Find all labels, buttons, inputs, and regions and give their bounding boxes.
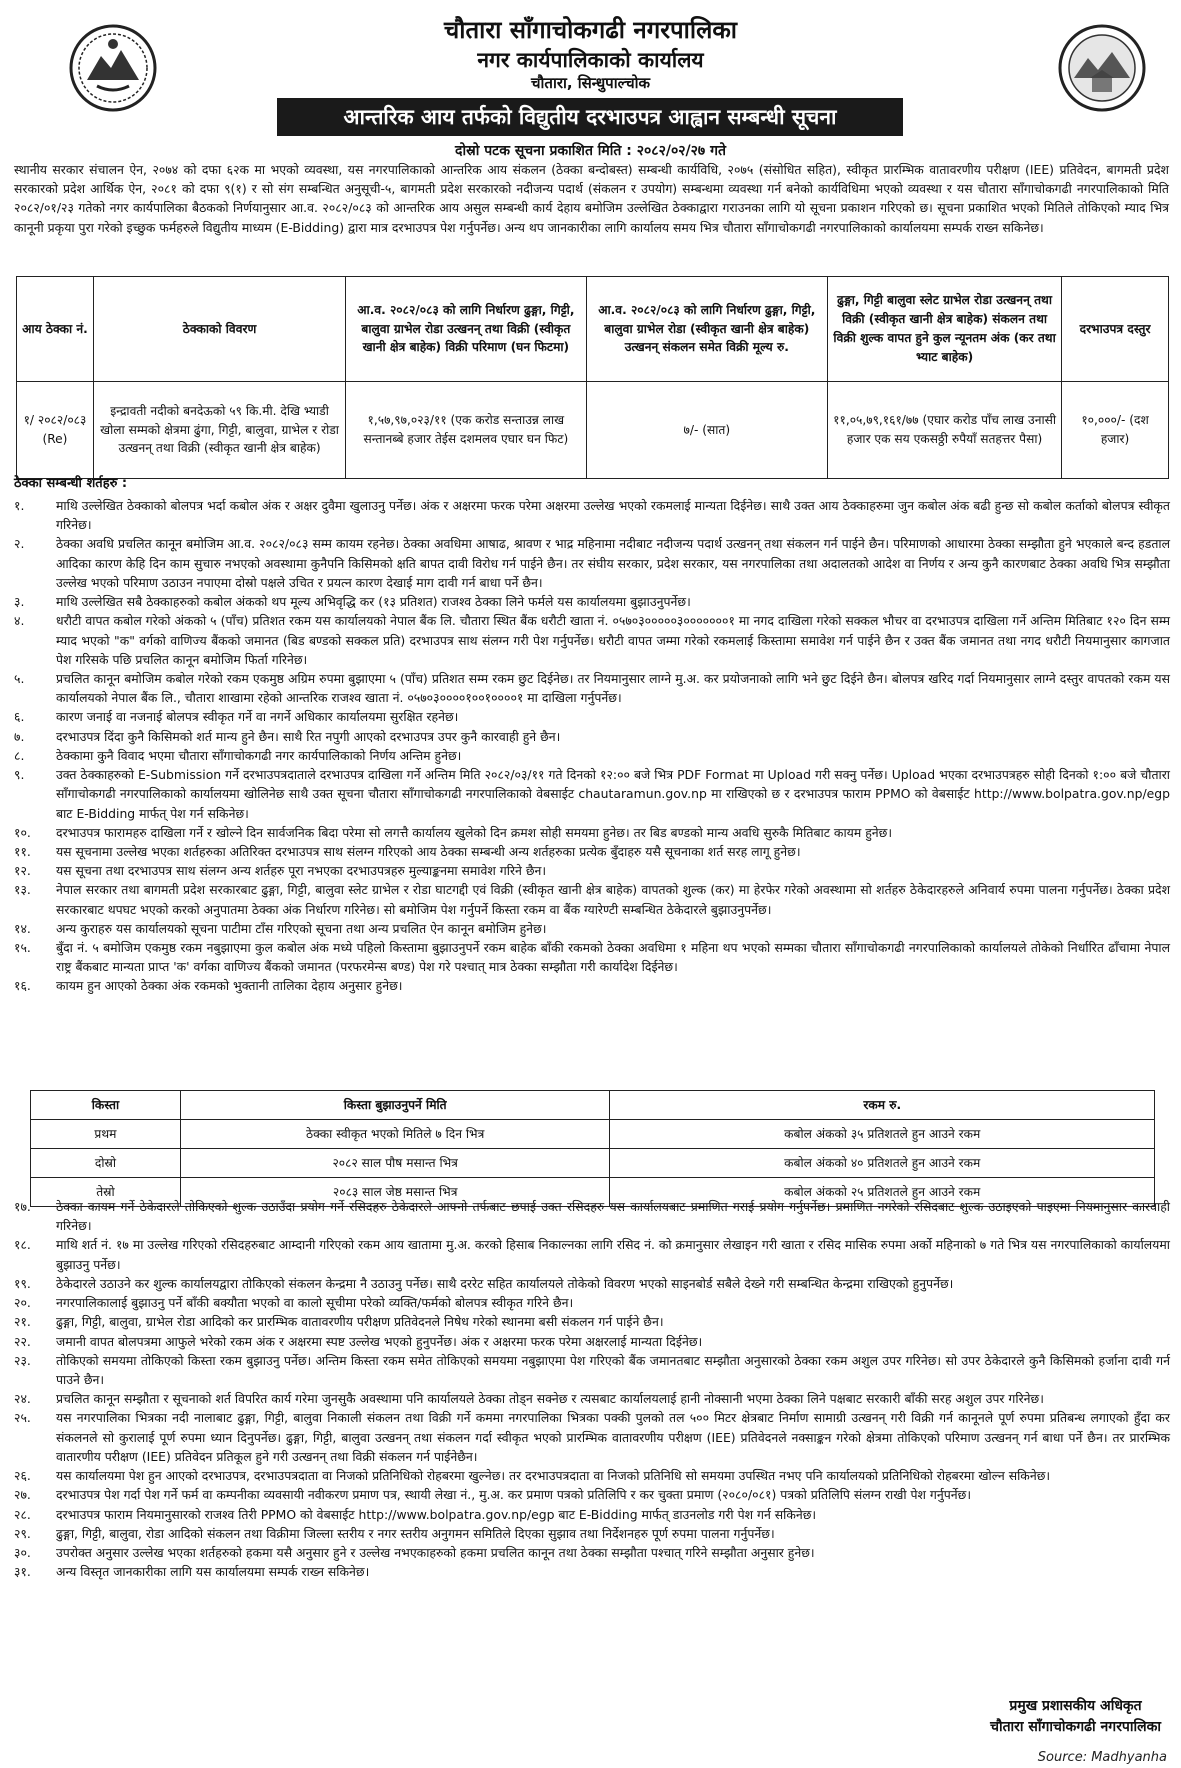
inst-header-due-date: किस्ता बुझाउनुपर्ने मिति — [180, 1091, 610, 1120]
term-text: प्रचलित कानून सम्झौता र सूचनाको शर्त विपरित कार्य गरेमा जुनसुकै अवस्थामा पनि कार्यालयले ठेक्का तोड्न सक्नेछ र त्यसबाट कार्यालयलाई हानी नोक्सानी भएमा ठेक्का लिने पक्षबाट सरकारी बाँकी सरह अशुल उपर गरिनेछ। — [56, 1391, 1044, 1407]
inst-cell: कबोल अंकको ४० प्रतिशतले हुन आउने रकम — [610, 1149, 1155, 1178]
notice-header — [0, 0, 1181, 159]
term-number: १७. — [14, 1199, 31, 1214]
term-text: ठेक्कामा कुनै विवाद भएमा चौतारा साँगाचोकगढी नगर कार्यपालिकाको निर्णय अन्तिम हुनेछ। — [56, 747, 462, 763]
term-text: दरभाउपत्र पेश गर्दा पेश गर्ने फर्म वा कम्पनीका व्यवसायी नवीकरण प्रमाण पत्र, स्थायी लेखा नं., मु.अ. कर प्रमाण पत्रको प्रतिलिपि र कर चुक्ता प्रमाण (२०८०/०८१) पत्रको प्रतिलिपि संलग्न राखी पेश गर्नुपर्नेछ। — [56, 1487, 972, 1503]
terms-heading: ठेक्का सम्बन्धी शर्तहरु : — [14, 476, 128, 491]
term-text: उक्त ठेक्काहरुको E-Submission गर्ने दरभाउपत्रदाताले दरभाउपत्र दाखिला गर्ने अन्तिम मिति २०८२/०३/११ गते दिनको १२:०० बजे भित्र PDF Format मा Upload गरी सक्नु पर्नेछ। Upload भएका दरभाउपत्रहरु सोही दिनको १:०० बजे चौतारा साँगाचोकगढी नगरपालिकाको कार्यालयमा खोलिनेछ साथै उक्त सूचना चौतारा साँगाचोकगढी नगरपालिकाको वेबसाईट chautaramun.gov.np मा राखिएको छ र दरभाउपत्र फाराम PPMO को वेबसाईट http://www.bolpatra.gov.np/egp बाट E-Bidding मार्फत् पेश गर्न सकिनेछ। — [56, 767, 1170, 821]
term-number: १०. — [14, 824, 31, 840]
inst-cell: २०८२ साल पौष मसान्त भित्र — [180, 1149, 610, 1178]
term-number: ३. — [14, 594, 25, 610]
inst-header-installment: किस्ता — [31, 1091, 181, 1120]
term-item — [14, 1332, 1170, 1351]
term-number: २४. — [14, 1391, 31, 1407]
col-header-description: ठेक्काको विवरण — [93, 277, 345, 382]
cell-contract-no: १/ २०८२/०८३ (Re) — [17, 382, 94, 479]
installment-table — [30, 1090, 1155, 1207]
term-item — [14, 1562, 1170, 1581]
term-item — [14, 1543, 1170, 1562]
table-row — [31, 1149, 1155, 1178]
term-item — [14, 727, 1170, 746]
term-text: ठेकेदारले उठाउने कर शुल्क कार्यालयद्वारा तोकिएको संकलन केन्द्रमा नै उठाउनु पर्नेछ। साथै दररेट सहित कार्यालयले तोकेको विवरण भएको साइनबोर्ड सबैले देख्ने गरी सम्बन्धित केन्द्रमा राखिएको हुनुपर्नेछ। — [56, 1275, 954, 1291]
term-text: यस कार्यालयमा पेश हुन आएको दरभाउपत्र, दरभाउपत्रदाता वा निजको प्रतिनिधिको रोहबरमा खुल्नेछ। तर दरभाउपत्रदाता वा निजको प्रतिनिधि सो समयमा उपस्थित नभए पनि कार्यालयको प्रतिनिधिको रोहबरमा खोल्न सकिनेछ। — [56, 1468, 1051, 1484]
term-item — [14, 1485, 1170, 1504]
inst-cell: तेस्रो — [31, 1178, 181, 1207]
term-text: नेपाल सरकार तथा बागमती प्रदेश सरकारबाट ढुङ्गा, गिट्टी, बालुवा स्लेट ग्राभेल र रोडा घाटगद्दी एवं विक्री (स्वीकृत खानी क्षेत्र बाहेक) वापतको शुल्क (कर) मा हेरफेर गरेको अवस्थामा सो शर्तहरु ठेकेदारहरुले अनिवार्य रुपमा पालना गर्नुपर्नेछ। ठेक्का प्रदेश सरकारबाट थपघट भएको करको अनुपातमा ठेक्का अंक निर्धारण गरिनेछ। सो बमोजिम पेश गर्नुपर्ने किस्ता रकम वा बैंक ग्यारेण्टी सम्बन्धित ठेकेदारले बुझाउनुपर्नेछ। — [56, 882, 1170, 917]
term-number: ६. — [14, 709, 25, 725]
term-text: बुँदा नं. ५ बमोजिम एकमुष्ठ रकम नबुझाएमा कुल कबोल अंक मध्ये पहिलो किस्तामा बुझाउनुपर्ने रकम बाहेक बाँकी रकमको ठेक्का अवधिमा १ महिना थप भएको सम्मका चौतारा साँगाचोकगढी नगरपालिकाको कार्यालयले तोकेको निर्धारित ढाँचामा नेपाल राष्ट्र बैंकबाट मान्यता प्राप्त 'क' वर्गका वाणिज्य बैंकको जमानत (परफरमेन्स बण्ड) पेश गरे पश्चात् मात्र ठेक्का सम्झौता गरी कार्यादेश दिईनेछ। — [56, 940, 1170, 975]
term-text: ठेक्का कायम गर्ने ठेकेदारले तोकिएको शुल्क उठाउँदा प्रयोग गर्ने रसिदहरु ठेकेदारले आफ्नो तर्फबाट छपाई उक्त रसिदहरु यस कार्यालयबाट प्रमाणित गराई प्रयोग गर्नुपर्नेछ। प्रमाणित नगरेको रसिदबाट शुल्क उठाइएको पाइएमा नियमानुसार कारवाही गरिनेछ। — [56, 1199, 1170, 1234]
signatory-office: चौतारा साँगाचोकगढी नगरपालिका — [990, 1719, 1161, 1735]
intro-paragraph: स्थानीय सरकार संचालन ऐन, २०७४ को दफा ६२क मा भएको व्यवस्था, यस नगरपालिकाको आन्तरिक आय संकलन (ठेक्का बन्दोबस्त) सम्बन्धी कार्यविधि, २०७५ (संसोधित सहित), स्वीकृत प्रारम्भिक वातावरणीय परीक्षण (IEE) प्रतिवेदन, बागमती प्रदेश सरकारको प्रदेश आर्थिक ऐन, २०८१ को दफा ९(१) र सो संग सम्बन्धित अनुसूची-५, बागमती प्रदेश सरकारको नदीजन्य पदार्थ (संकलन र उपयोग) सम्बन्धमा व्यवस्था गर्न बनेको कार्यविधिमा भएको व्यवस्था र यस चौतारा साँगाचोकगढी नगरपालिकाको मिति २०८२/०१/२३ गतेको नगर कार्यपालिका बैठकको निर्णयानुसार आ.व. २०८२/०८३ को आन्तरिक आय असुल सम्बन्धी कार्य देहाय बमोजिम उल्लेखित ठेक्काद्वारा गराउनका लागि यो सूचना प्रकाशन गरिएको छ। सूचना प्रकाशित भएको मितिले तोकिएको म्याद भित्र कानूनी प्रकृया पुरा गरेको इच्छुक फर्महरुले विद्युतीय माध्यम (E-Bidding) द्वारा मात्र दरभाउपत्र पेश गर्नुपर्नेछ। अन्य थप जानकारीका लागि कार्यालय समय भित्र चौतारा साँगाचोकगढी नगरपालिकाको कार्यालयमा सम्पर्क राख्न सकिनेछ। — [14, 162, 1170, 235]
term-number: २८. — [14, 1506, 31, 1522]
term-number: २३. — [14, 1352, 31, 1368]
cell-total: ११,०५,७९,१६१/७७ (एघार करोड पाँच लाख उनासी हजार एक सय एकसठ्ठी रुपैयाँ सतहत्तर पैसा) — [828, 382, 1062, 479]
term-number: २७. — [14, 1487, 31, 1503]
term-item — [14, 1408, 1170, 1466]
term-number: १५. — [14, 940, 31, 956]
term-item — [14, 765, 1170, 823]
term-number: ७. — [14, 728, 25, 744]
cell-rate: ७/- (सात) — [586, 382, 828, 479]
term-number: १४. — [14, 920, 31, 936]
inst-header-amount: रकम रु. — [610, 1091, 1155, 1120]
term-text: दरभाउपत्र दिंदा कुनै किसिमको शर्त मान्य हुने छैन। साथै रित नपुगी आएको दरभाउपत्र उपर कुनै कारवाही हुने छैन। — [56, 728, 561, 744]
term-text: माथि उल्लेखित सबै ठेक्काहरुको कबोल अंकको थप मूल्य अभिवृद्धि कर (१३ प्रतिशत) राजश्व ठेक्का लिने फर्मले यस कार्यालयमा बुझाउनुपर्नेछ। — [56, 594, 691, 610]
term-item — [14, 707, 1170, 726]
term-item — [14, 1235, 1170, 1273]
col-header-quantity: आ.व. २०८२/०८३ को लागि निर्धारण ढुङ्गा, गिट्टी, बालुवा ग्राभेल रोडा उत्खनन् तथा विक्री (स्वीकृत खानी क्षेत्र बाहेक) विक्री परिमाण (घन फिटमा) — [346, 277, 586, 382]
term-number: २९. — [14, 1525, 31, 1541]
term-text: नगरपालिकालाई बुझाउनु पर्ने बाँकी बक्यौता भएको वा कालो सूचीमा परेको व्यक्ति/फर्मको बोलपत्र स्वीकृत गरिने छैन। — [56, 1295, 574, 1311]
term-text: कायम हुन आएको ठेक्का अंक रकमको भुक्तानी तालिका देहाय अनुसार हुनेछ। — [56, 978, 403, 994]
term-text: जमानी वापत बोलपत्रमा आफुले भरेको रकम अंक र अक्षरमा स्पष्ट उल्लेख भएको हुनुपर्नेछ। अंक र अक्षरमा फरक परेमा अक्षरलाई मान्यता दिईनेछ। — [56, 1333, 703, 1349]
term-item — [14, 611, 1170, 669]
col-header-contract-no: आय ठेक्का नं. — [17, 277, 94, 382]
inst-cell: ठेक्का स्वीकृत भएको मितिले ७ दिन भित्र — [180, 1120, 610, 1149]
term-item — [14, 1524, 1170, 1543]
signatory-title: प्रमुख प्रशासकीय अधिकृत — [1009, 1698, 1142, 1714]
term-item — [14, 976, 1170, 995]
term-item — [14, 842, 1170, 861]
term-text: कारण जनाई वा नजनाई बोलपत्र स्वीकृत गर्ने वा नगर्ने अधिकार कार्यालयमा सुरक्षित रहनेछ। — [56, 709, 459, 725]
office-address: चौतारा, सिन्धुपाल्चोक — [530, 74, 651, 92]
municipality-name: चौतारा साँगाचोकगढी नगरपालिका — [443, 16, 738, 44]
term-item — [14, 938, 1170, 976]
term-text: ठेक्का अवधि प्रचलित कानून बमोजिम आ.व. २०८२/०८३ सम्म कायम रहनेछ। ठेक्का अवधिमा आषाढ, श्रावण र भाद्र महिनामा नदीबाट नदीजन्य पदार्थ उत्खनन् तथा संकलन गर्न पाईने छैन। परिमाणको आधारमा ठेक्का सम्झौता हुने भएकाले बन्द हडताल आदिका कारण केहि दिन काम सुचारु नभएको अवस्थामा कुनैपनि किसिमको क्षति बापत दावी विरोध गर्न पाईने छैन। तर संघीय सरकार, प्रदेश सरकार, यस नगरपालिका तथा अदालतको आदेश वा निर्णय र अन्य कुनै कारणबाट ठेक्का अवधि भित्र सम्झौता उल्लेख भएको परिमाण उठाउन नपाएमा दोस्रो पक्षले उचित र प्रयत्न कारण देखाई माग दावी गर्न बाधा पर्ने छैन। — [56, 536, 1170, 590]
office-name: नगर कार्यपालिकाको कार्यालय — [477, 48, 704, 72]
term-number: २२. — [14, 1333, 31, 1349]
term-text: दरभाउपत्र फाराम नियमानुसारको राजश्व तिरी PPMO को वेबसाईट http://www.bolpatra.gov.np/egp बाट E-Bidding मार्फत् डाउनलोड गरी पेश गर्न सकिनेछ। — [56, 1506, 817, 1522]
cell-quantity: १,५७,९७,०२३/११ (एक करोड सन्ताउन्न लाख सन्तानब्बे हजार तेईस दशमलव एघार घन फिट) — [346, 382, 586, 479]
cell-description: इन्द्रावती नदीको बनदेऊको ५९ कि.मी. देखि भ्याडी खोला सम्मको क्षेत्रमा ढुंगा, गिट्टी, बालुवा, ग्राभेल र रोडा उत्खनन् तथा विक्री (स्वीकृत खानी क्षेत्र बाहेक) — [93, 382, 345, 479]
source-credit: Source: Madhyanha — [1037, 1750, 1167, 1765]
term-item — [14, 861, 1170, 880]
term-number: १८. — [14, 1237, 31, 1253]
col-header-fee: दरभाउपत्र दस्तुर — [1062, 277, 1169, 382]
term-item — [14, 1351, 1170, 1389]
term-text: ढुङ्गा, गिट्टी, बालुवा, ग्राभेल रोडा आदिको कर प्रारम्भिक वातावरणीय परीक्षण प्रतिवेदनले निषेध गरेको स्थानमा बसी संकलन गर्न पाईने छैन। — [56, 1314, 664, 1330]
col-header-rate: आ.व. २०८२/०८३ को लागि निर्धारण ढुङ्गा, गिट्टी, बालुवा ग्राभेल रोडा (स्वीकृत खानी क्षेत्र बाहेक) उत्खनन् संकलन समेत विक्री मूल्य रु. — [586, 277, 828, 382]
term-text: अन्य विस्तृत जानकारीका लागि यस कार्यालयमा सम्पर्क राख्न सकिनेछ। — [56, 1564, 370, 1580]
col-header-total: ढुङ्गा, गिट्टी बालुवा स्लेट ग्राभेल रोडा उत्खनन् तथा विक्री (स्वीकृत खानी क्षेत्र बाहेक) संकलन तथा विक्री शुल्क वापत हुने कुल न्यूनतम अंक (कर तथा भ्याट बाहेक) — [828, 277, 1062, 382]
cell-fee: १०,०००/- (दश हजार) — [1062, 382, 1169, 479]
term-text: माथि उल्लेखित ठेक्काको बोलपत्र भर्दा कबोल अंक र अक्षर दुवैमा खुलाउनु पर्नेछ। अंक र अक्षरमा फरक परेमा अक्षरमा उल्लेख भएको रकमलाई मान्यता दिईनेछ। साथै उक्त आय ठेक्काहरुमा जुन कबोल अंक बढी हुन्छ सो कबोल कर्ताको बोलपत्र स्वीकृत गरिनेछ। — [56, 498, 1170, 533]
term-item — [14, 746, 1170, 765]
term-number: २५. — [14, 1410, 31, 1426]
term-number: २. — [14, 536, 25, 552]
term-item — [14, 592, 1170, 611]
term-number: १२. — [14, 863, 31, 879]
term-item — [14, 669, 1170, 707]
term-number: १९. — [14, 1275, 31, 1291]
term-text: यस सूचनामा उल्लेख भएका शर्तहरुका अतिरिक्त दरभाउपत्र साथ संलग्न गरिएको आय ठेक्का सम्बन्धी अन्य शर्तहरुका प्रत्येक बुँदाहरु यसै सूचनाका शर्त सरह लागू हुनेछ। — [56, 843, 801, 859]
inst-cell: कबोल अंकको २५ प्रतिशतले हुन आउने रकम — [610, 1178, 1155, 1207]
inst-cell: कबोल अंकको ३५ प्रतिशतले हुन आउने रकम — [610, 1120, 1155, 1149]
contract-table — [16, 276, 1169, 479]
term-item — [14, 1466, 1170, 1485]
term-text: प्रचलित कानून बमोजिम कबोल गरेको रकम एकमुष्ठ अग्रिम रुपमा बुझाएमा ५ (पाँच) प्रतिशत सम्म रकम छुट दिईनेछ। तर नियमानुसार लाग्ने मु.अ. कर प्रयोजनाको लागि भने छुट दिईने छैन। बोलपत्र खरिद गर्दा नियमानुसार लाग्ने दस्तुर वापतको रकम यस कार्यालयको नेपाल बैंक लि., चौतारा शाखामा रहेको आन्तरिक राजश्व खाता नं. ०५७०३००००१००१००००१ मा दाखिला गर्नुपर्नेछ। — [56, 670, 1170, 706]
table-row — [31, 1120, 1155, 1149]
term-number: ५. — [14, 670, 25, 686]
term-item — [14, 1293, 1170, 1312]
table-row — [17, 382, 1169, 479]
inst-cell: २०८३ साल जेष्ठ मसान्त भित्र — [180, 1178, 610, 1207]
term-text: यस नगरपालिका भित्रका नदी नालाबाट ढुङ्गा, गिट्टी, बालुवा निकाली संकलन तथा विक्री गर्ने कममा नगरपालिका भित्रका पक्की पुलको तल ५०० मिटर क्षेत्रबाट निर्माण सामाग्री उत्खनन् गरी विक्री गर्न कानूनले पूर्ण रुपमा प्रतिबन्ध लगाएको हुँदा कर संकलनले सो कुरालाई पूर्ण रुपमा ध्यान दिनुपर्नेछ। ढुङ्गा, गिट्टी, बालुवा उत्खनन् तथा संकलन गर्दा स्वीकृत भएको प्रारम्भिक वातावरणीय परीक्षण (IEE) प्रतिवेदनले नक्साङ्कन गरेको क्षेत्रमा तोकिएको परिमाण उत्खनन् गर्न बाधा पर्ने छैन। तर प्रारम्भिक वातारणीय परीक्षण (IEE) प्रतिवेदन प्रतिकूल हुने गरी उत्खनन् तथा विक्री संकलन गर्न पाईनेछैन। — [56, 1410, 1170, 1464]
term-text: ढुङ्गा, गिट्टी, बालुवा, रोडा आदिको संकलन तथा विक्रीमा जिल्ला स्तरीय र नगर स्तरीय अनुगमन समितिले दिएका सुझाव तथा निर्देशनहरु पूर्ण रुपमा पालना गर्नुपर्नेछ। — [56, 1525, 775, 1541]
term-number: ११. — [14, 843, 31, 859]
term-text: धरौटी वापत कबोल गरेको अंकको ५ (पाँच) प्रतिशत रकम यस कार्यालयको नेपाल बैंक लि. चौतारा स्थित बैंक धरौटी खाता नं. ०५७०३०००००३०००००००१ मा नगद दाखिला गरेको सक्कल भौचर वा दरभाउपत्र दाखिला गर्ने अन्तिम मितिबाट १२० दिन सम्म म्याद भएको "क" वर्गको वाणिज्य बैंकको जमानत (बिड बण्डको सक्कल प्रति) दरभाउपत्र साथ संलग्न गरी पेश गर्नुपर्नेछ। धरौटी वापत जम्मा गरेको रकमलाई किस्तामा समावेश गर्न पाईने छैन र उक्त बैंक जमानत तथा नगद धरौटी नियमानुसार कागजात पेश गरिसके पछि प्रचलित कानून बमोजिम फिर्ता गरिनेछ। — [56, 613, 1170, 667]
term-item — [14, 823, 1170, 842]
terms-list — [14, 496, 1170, 996]
term-number: २६. — [14, 1468, 31, 1484]
term-item — [14, 1197, 1170, 1235]
term-number: ४. — [14, 613, 25, 629]
term-text: तोकिएको समयमा तोकिएको किस्ता रकम बुझाउनु पर्नेछ। अन्तिम किस्ता रकम समेत तोकिएको समयमा नबुझाएमा पेश गरिएको बैंक जमानतबाट सम्झौता अनुसारको ठेक्का रकम अशुल उपर गरिनेछ। सो उपर ठेकेदारले कुनै किसिमको हर्जाना दावी गर्न पाउने छैन। — [56, 1352, 1170, 1387]
term-number: ८. — [14, 747, 25, 763]
term-number: १. — [14, 498, 25, 513]
term-item — [14, 1505, 1170, 1524]
inst-cell: दोस्रो — [31, 1149, 181, 1178]
republish-date: दोस्रो पटक सूचना प्रकाशित मिति : २०८२/०२/२७ गते — [455, 143, 726, 159]
term-text: उपरोक्त अनुसार उल्लेख भएका शर्तहरुको हकमा यसै अनुसार हुने र उल्लेख नभएकाहरुको हकमा प्रचलित कानून तथा ठेक्का सम्झौता पश्चात् गरिने सम्झौता अनुसार हुनेछ। — [56, 1544, 815, 1560]
term-number: ३०. — [14, 1544, 31, 1560]
term-item — [14, 534, 1170, 592]
term-number: १३. — [14, 882, 31, 898]
term-text: अन्य कुराहरु यस कार्यालयको सूचना पाटीमा टाँस गरिएको सूचना तथा अन्य प्रचलित ऐन कानून बमोजिम हुनेछ। — [56, 920, 547, 936]
term-number: २०. — [14, 1295, 31, 1311]
term-text: दरभाउपत्र फारामहरु दाखिला गर्ने र खोल्ने दिन सार्वजनिक बिदा परेमा सो लगत्तै कार्यालय खुलेको दिन क्रमश सोही समयमा हुनेछ। तर बिड बण्डको मान्य अवधि सुरुकै मितिबाट कायम हुनेछ। — [56, 824, 893, 840]
signature-block — [990, 1696, 1161, 1738]
inst-cell: प्रथम — [31, 1120, 181, 1149]
term-item — [14, 496, 1170, 534]
term-item — [14, 1389, 1170, 1408]
term-number: ९. — [14, 767, 25, 783]
term-text: यस सूचना तथा दरभाउपत्र साथ संलग्न अन्य शर्तहरु पूरा नभएका दरभाउपत्रहरु मुल्याङ्कनमा समावेश गरिने छैन। — [56, 863, 547, 879]
term-text: माथि शर्त नं. १७ मा उल्लेख गरिएको रसिदहरुबाट आम्दानी गरिएको रकम आय खातामा मु.अ. करको हिसाब निकाल्नका लागि रसिद नं. को क्रमानुसार लेखाइन गरी खाता र रसिद मासिक रुपमा अर्को महिनाको ७ गते भित्र यस नगरपालिकाको कार्यालयमा बुझाउनु पर्नेछ। — [56, 1237, 1170, 1272]
term-item — [14, 919, 1170, 938]
terms-list-continued — [14, 1197, 1170, 1581]
term-item — [14, 880, 1170, 918]
term-number: १६. — [14, 978, 31, 994]
term-number: २१. — [14, 1314, 31, 1330]
term-number: ३१. — [14, 1564, 31, 1580]
term-item — [14, 1274, 1170, 1293]
notice-title-banner: आन्तरिक आय तर्फको विद्युतीय दरभाउपत्र आह्वान सम्बन्धी सूचना — [277, 98, 903, 136]
term-item — [14, 1312, 1170, 1331]
